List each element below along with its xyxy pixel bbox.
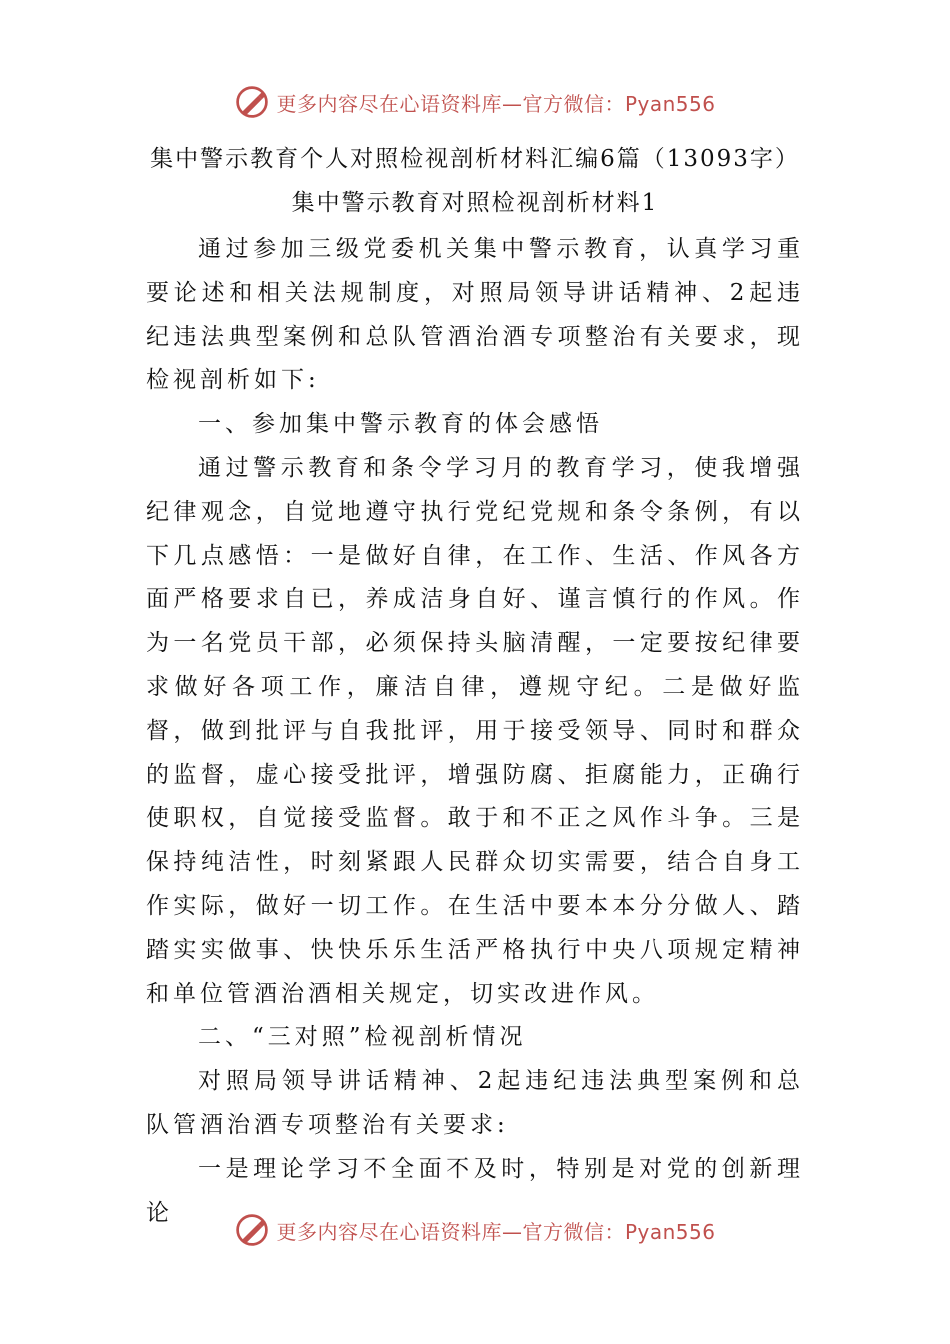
document-body: [146, 228, 804, 1235]
pen-logo-icon: [234, 1212, 270, 1248]
watermark-footer: [0, 1210, 950, 1250]
watermark-text: 更多内容尽在心语资料库—官方微信：Pyan556: [276, 1219, 716, 1244]
watermark-header: [0, 82, 950, 122]
paragraph-intro: 通过参加三级党委机关集中警示教育，认真学习重要论述和相关法规制度，对照局领导讲话精神、2起违纪违法典型案例和总队管酒治酒专项整治有关要求，现检视剖析如下:: [146, 236, 804, 394]
paragraph-reflections: 通过警示教育和条令学习月的教育学习，使我增强纪律观念，自觉地遵守执行党纪党规和条令条例，有以下几点感悟：一是做好自律，在工作、生活、作风各方面严格要求自已，养成洁身自好、谨言慎行的作风。作为一名党员干部，必须保持头脑清醒，一定要按纪律要求做好各项工作，廉洁自律，遵规守纪。二是做好监督，做到批评与自我批评，用于接受领导、同时和群众的监督，虚心接受批评，增强防腐、拒腐能力，正确行使职权，自觉接受监督。敢于和不正之风作斗争。三是保持纯洁性，时刻紧跟人民群众切实需要，结合自身工作实际，做好一切工作。在生活中要本本分分做人、踏踏实实做事、快快乐乐生活严格执行中央八项规定精神和单位管酒治酒相关规定，切实改进作风。: [146, 454, 804, 1007]
document-title: 集中警示教育个人对照检视剖析材料汇编6篇（13093字）: [150, 146, 800, 172]
document-subtitle: 集中警示教育对照检视剖析材料1: [291, 190, 659, 216]
paragraph-comparison: 对照局领导讲话精神、2起违纪违法典型案例和总队管酒治酒专项整治有关要求:: [146, 1068, 804, 1138]
section-heading-2: 二、“三对照”检视剖析情况: [198, 1024, 527, 1051]
section-heading-1: 一、参加集中警示教育的体会感悟: [198, 411, 603, 438]
watermark-text: 更多内容尽在心语资料库—官方微信：Pyan556: [276, 91, 716, 116]
pen-logo-icon: [234, 84, 270, 120]
paragraph-point-1: 一是理论学习不全面不及时，特别是对党的创新理论: [146, 1155, 804, 1226]
